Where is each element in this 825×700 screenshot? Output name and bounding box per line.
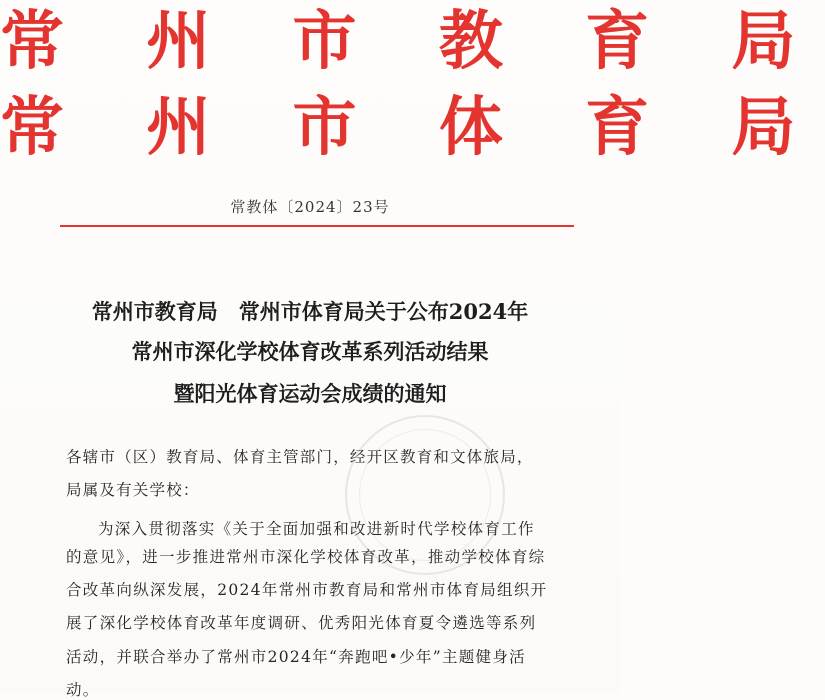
document-title-line-3: 暨阳光体育运动会成绩的通知	[173, 381, 447, 406]
paragraph-line-4: 展了深化学校体育改革年度调研、优秀阳光体育夏令遴选等系列	[66, 614, 537, 632]
issuer-header-education-bureau: 常 州 市 教 育 局	[0, 4, 825, 79]
issuer-header-sports-bureau: 常 州 市 体 育 局	[0, 90, 825, 165]
document-title-line-1: 常州市教育局 常州市体育局关于公布2024年	[91, 299, 529, 324]
salutation-line-2: 局属及有关学校：	[66, 481, 200, 499]
document-number: 常教体〔2024〕23号	[230, 198, 390, 216]
paragraph-line-3: 合改革向纵深发展，2024年常州市教育局和常州市体育局组织开	[66, 581, 548, 599]
paragraph-line-2: 的意见》，进一步推进常州市深化学校体育改革，推动学校体育综	[66, 548, 546, 566]
paragraph-line-1: 为深入贯彻落实《关于全面加强和改进新时代学校体育工作	[98, 520, 535, 538]
paragraph-line-5: 活动，并联合举办了常州市2024年“奔跑吧•少年”主题健身活	[66, 648, 526, 666]
paragraph-line-6: 动。	[66, 681, 100, 699]
red-divider-rule	[60, 225, 574, 227]
salutation-line-1: 各辖市（区）教育局、体育主管部门，经开区教育和文体旅局，	[66, 448, 534, 466]
document-title-line-2: 常州市深化学校体育改革系列活动结果	[131, 339, 489, 364]
